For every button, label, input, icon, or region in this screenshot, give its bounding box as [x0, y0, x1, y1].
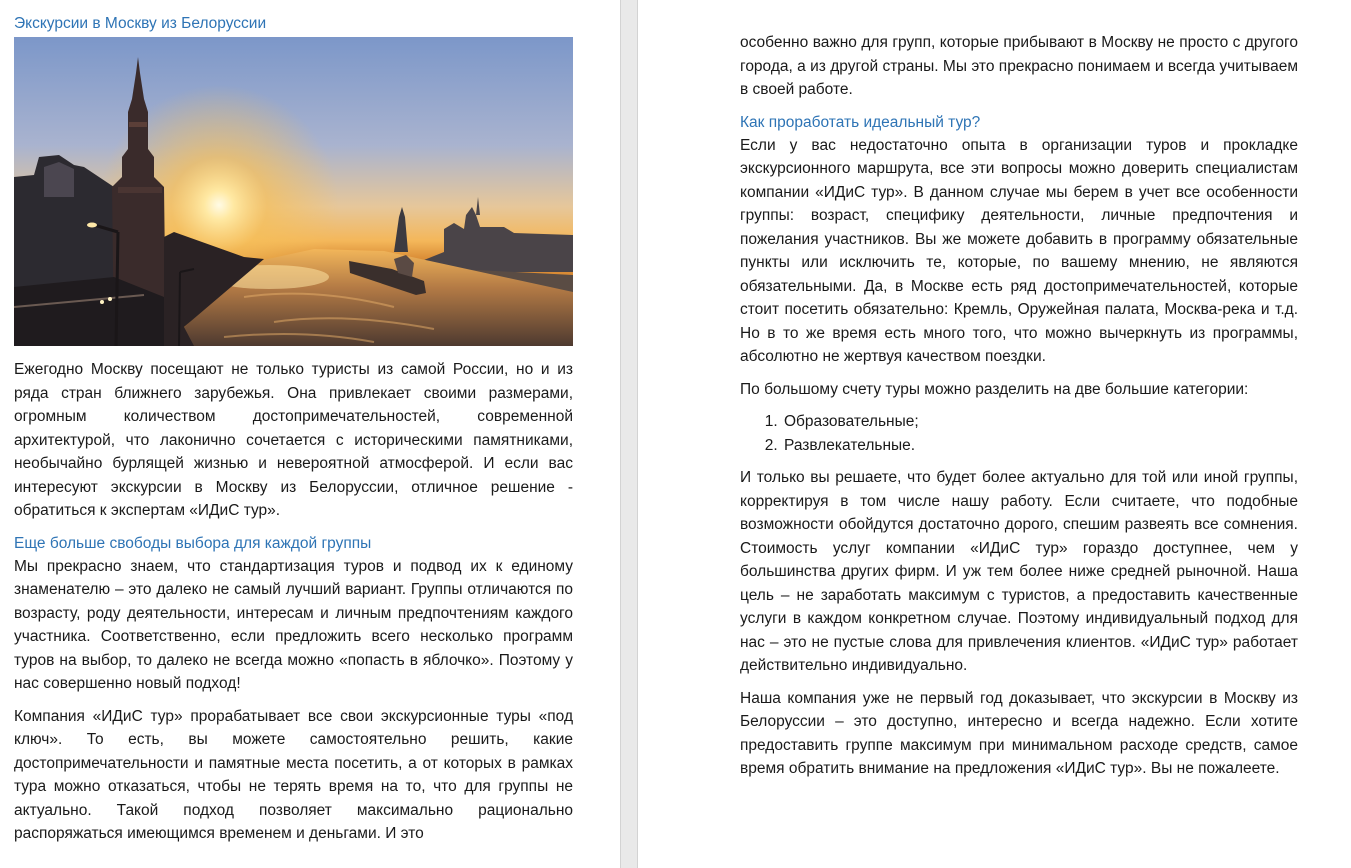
- section-heading-ideal-tour: Как проработать идеальный тур?: [740, 113, 981, 131]
- paragraph-categories-intro: По большому счету туры можно разделить на две большие категории:: [740, 380, 1249, 398]
- paragraph-pricing: И только вы решаете, что будет более актуально для той или иной группы, корректируя в том числе нашу работу. Если считаете, что подобные возможности обойдутся достаточно дорого, спешим развеять все сомнения. Стоимость услуг компании «ИДиС тур» гораздо доступнее, чем у большинства других фирм. И уж тем более ниже средней рыночной. Наша цель – не заработать максимум с туристов, а предоставить качественные услуги в каждом конкретном случае. Поэтому индивидуальный подход для нас – это не пустые слова для привлечения клиентов. «ИДиС тур» работает действительно индивидуально.: [740, 469, 1298, 674]
- tour-categories-list: [740, 410, 1298, 457]
- paragraph-turnkey: Компания «ИДиС тур» прорабатывает все свои экскурсионные туры «под ключ». То есть, вы можете самостоятельно решить, какие достопримечательности и памятные места посетить, а от которых в рамках тура можно отказаться, чтобы не терять время на то, что для группы не актуально. Такой подход позволяет максимально рационально распоряжаться имеющимся временем и деньгами. И это: [14, 707, 573, 842]
- list-item: 1. Образовательные;: [782, 410, 1298, 434]
- article-title: Экскурсии в Москву из Белоруссии: [14, 15, 267, 32]
- list-item: 2. Развлекательные.: [782, 434, 1298, 458]
- intro-paragraph: Ежегодно Москву посещают не только туристы из самой России, но и из ряда стран ближнего зарубежья. Она привлекает своими размерами, огромным количеством достопримечательностей, современной архитектурой, что лаконично сочетается с историческими памятниками, необычайно бурлящей жизнью и невероятной атмосферой. И если вас интересуют экскурсии в Москву из Белоруссии, отличное решение - обратиться к экспертам «ИДиС тур».: [14, 361, 573, 519]
- page-separator: [620, 0, 638, 868]
- left-column: [14, 12, 573, 846]
- moscow-kremlin-sunset-photo: [14, 37, 573, 346]
- paragraph-continuation: особенно важно для групп, которые прибывают в Москву не просто с другого города, а из другой страны. Мы это прекрасно понимаем и всегда учитываем в своей работе.: [740, 34, 1298, 98]
- right-column: [740, 31, 1298, 781]
- paragraph-standardization: Мы прекрасно знаем, что стандартизация туров и подвод их к единому знаменателю – это далеко не самый лучший вариант. Группы отличаются по возрасту, роду деятельности, интересам и личным предпочтениям каждого участника. Соответственно, если предложить всего несколько программ туров на выбор, то далеко не всегда можно «попасть в яблочко». Поэтому у нас совершенно новый подход!: [14, 557, 573, 692]
- paragraph-conclusion: Наша компания уже не первый год доказывает, что экскурсии в Москву из Белоруссии – это доступно, интересно и всегда надежно. Если хотите предоставить группе максимум при минимальном расходе средств, самое время обратить внимание на предложения «ИДиС тур». Вы не пожалеете.: [740, 689, 1298, 777]
- document-page-right: [638, 0, 1351, 868]
- section-heading-freedom: Еще больше свободы выбора для каждой группы: [14, 534, 372, 552]
- document-page-left: [0, 0, 620, 868]
- paragraph-experience: Если у вас недостаточно опыта в организации туров и прокладке экскурсионного маршрута, все эти вопросы можно доверить специалистам компании «ИДиС тур». В данном случае мы берем в учет все особенности группы: возраст, специфику деятельности, личные предпочтения и пожелания участников. Вы же можете добавить в программу обязательные пункты или исключить те, которые, по вашему мнению, не являются обязательными. Да, в Москве есть ряд достопримечательностей, которые стоит посетить обязательно: Кремль, Оружейная палата, Москва-река и т.д. Но в то же время есть много того, что можно вычеркнуть из программы, абсолютно не жертвуя качеством поездки.: [740, 136, 1298, 365]
